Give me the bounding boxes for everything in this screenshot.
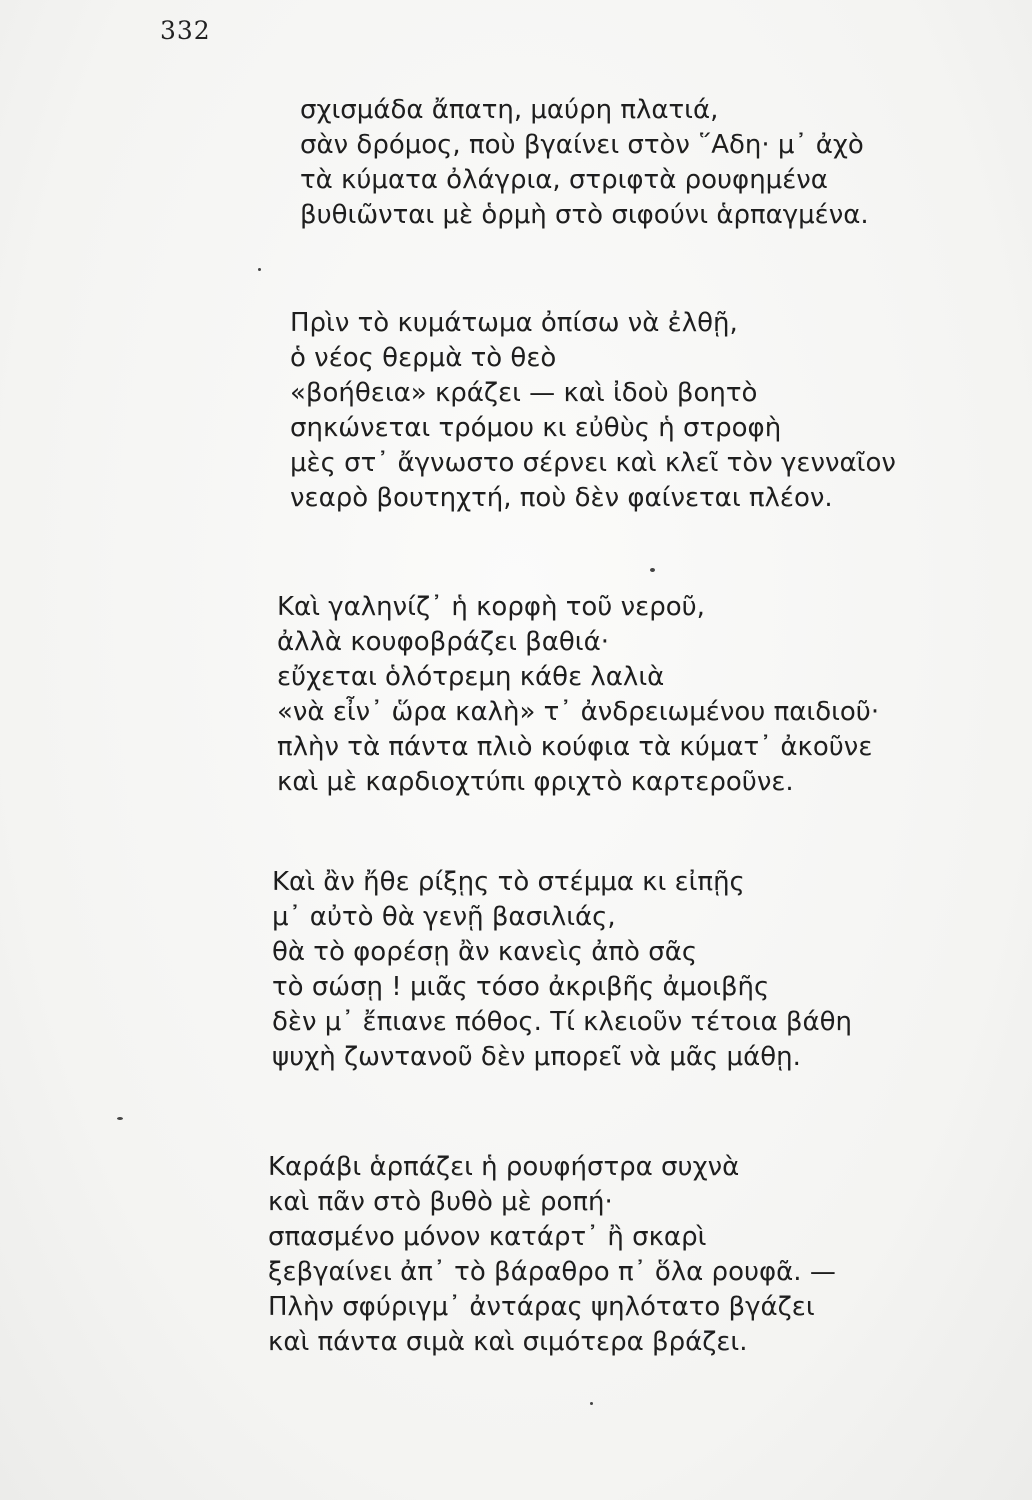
verse-line: σὰν δρόμος, ποὺ βγαίνει στὸν ῞Αδη· μ᾽ ἀχὸ: [300, 130, 864, 160]
verse-line: καὶ πᾶν στὸ βυθὸ μὲ ροπή·: [268, 1187, 613, 1217]
stanza: [272, 865, 852, 1075]
stanza: [268, 1150, 836, 1360]
verse-line: ἀλλὰ κουφοβράζει βαθιά·: [277, 627, 609, 657]
verse-line: σπασμένο μόνον κατάρτ᾽ ἢ σκαρὶ: [268, 1222, 707, 1252]
verse-line: δὲν μ᾽ ἔπιανε πόθος. Τί κλειοῦν τέτοια βάθη: [272, 1007, 853, 1037]
verse-line: νεαρὸ βουτηχτή, ποὺ δὲν φαίνεται πλέον.: [290, 483, 833, 513]
verse-line: ὁ νέος θερμὰ τὸ θεὸ: [290, 343, 557, 373]
ink-speck: [650, 568, 655, 572]
verse-line: εὔχεται ὁλότρεμη κάθε λαλιὰ: [277, 662, 665, 692]
verse-line: μ᾽ αὐτὸ θὰ γενῇ βασιλιάς,: [272, 902, 616, 932]
ink-speck: [590, 1402, 593, 1405]
ink-speck: [117, 1117, 123, 1120]
verse-line: Καὶ γαληνίζ᾽ ἡ κορφὴ τοῦ νεροῦ,: [277, 592, 705, 622]
verse-line: Πλὴν σφύριγμ᾽ ἀντάρας ψηλότατο βγάζει: [268, 1292, 815, 1322]
verse-line: σηκώνεται τρόμου κι εὐθὺς ἡ στροφὴ: [290, 413, 782, 443]
verse-line: ξεβγαίνει ἀπ᾽ τὸ βάραθρο π᾽ ὅλα ρουφᾶ. —: [268, 1257, 836, 1287]
verse-line: καὶ πάντα σιμὰ καὶ σιμότερα βράζει.: [268, 1327, 748, 1357]
verse-line: τὸ σώσῃ ! μιᾶς τόσο ἀκριβῆς ἀμοιβῆς: [272, 972, 770, 1002]
verse-line: ψυχὴ ζωντανοῦ δὲν μπορεῖ νὰ μᾶς μάθῃ.: [272, 1042, 801, 1072]
verse-line: βυθιῶνται μὲ ὁρμὴ στὸ σιφούνι ἁρπαγμένα.: [300, 200, 869, 230]
stanza: [300, 93, 869, 233]
verse-line: θὰ τὸ φορέσῃ ἂν κανεὶς ἀπὸ σᾶς: [272, 937, 698, 967]
ink-speck: [258, 268, 261, 271]
stanza: [290, 306, 896, 516]
verse-line: τὰ κύματα ὀλάγρια, στριφτὰ ρουφημένα: [300, 165, 828, 195]
verse-line: πλὴν τὰ πάντα πλιὸ κούφια τὰ κύματ᾽ ἀκοῦνε: [277, 732, 873, 762]
verse-line: μὲς στ᾽ ἄγνωστο σέρνει καὶ κλεῖ τὸν γενναῖον: [290, 448, 896, 478]
verse-line: «βοήθεια» κράζει — καὶ ἰδοὺ βοητὸ: [290, 378, 758, 408]
verse-line: Καράβι ἁρπάζει ἡ ρουφήστρα συχνὰ: [268, 1152, 740, 1182]
stanza: [277, 590, 879, 800]
verse-line: «νὰ εἶν᾽ ὥρα καλὴ» τ᾽ ἀνδρειωμένου παιδιοῦ·: [277, 697, 880, 727]
page-number: 332: [160, 16, 211, 45]
verse-line: καὶ μὲ καρδιοχτύπι φριχτὸ καρτεροῦνε.: [277, 767, 794, 797]
verse-line: σχισμάδα ἄπατη, μαύρη πλατιά,: [300, 95, 719, 125]
verse-line: Καὶ ἂν ἤθε ρίξῃς τὸ στέμμα κι εἰπῇς: [272, 867, 745, 897]
verse-line: Πρὶν τὸ κυμάτωμα ὀπίσω νὰ ἐλθῇ,: [290, 308, 738, 338]
